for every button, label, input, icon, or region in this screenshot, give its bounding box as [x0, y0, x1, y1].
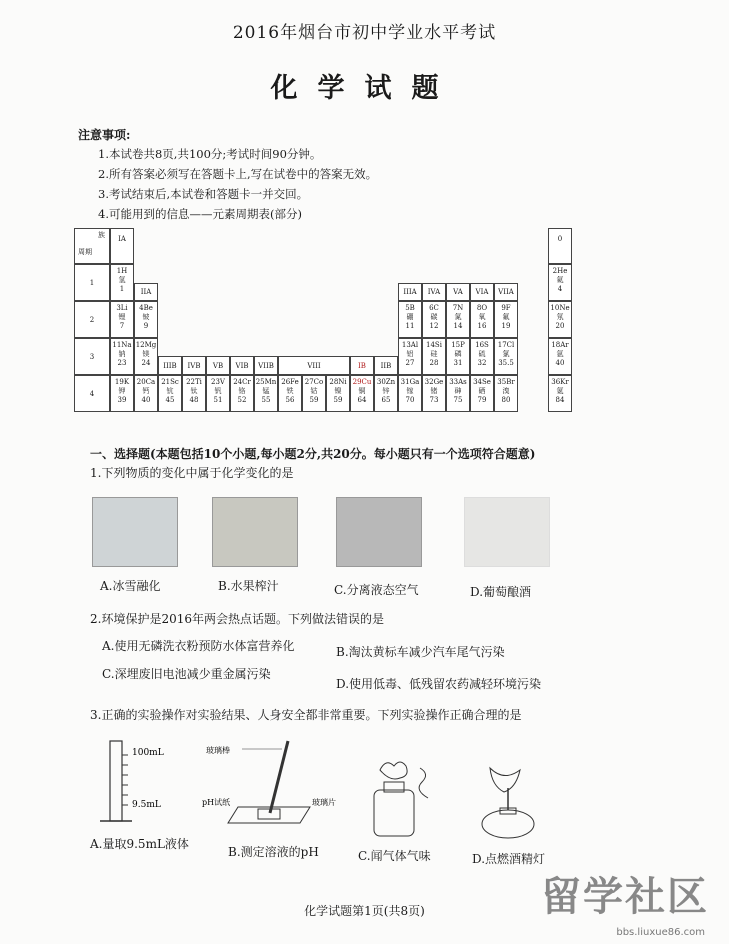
element-cell [254, 375, 278, 412]
element-cell [446, 375, 470, 412]
group-header-IA: IA [110, 228, 134, 264]
element-num: 19K [114, 378, 130, 386]
element-mass: 80 [501, 396, 511, 404]
element-cell [158, 375, 182, 412]
element-mass: 48 [189, 396, 199, 404]
element-num: 23V [211, 378, 225, 386]
element-cell [350, 375, 374, 412]
corner-period-label: 周期 [78, 248, 92, 256]
element-num: 17Cl [497, 341, 515, 349]
element-name: 铜 [358, 387, 366, 395]
note-2: 2.所有答案必须写在答题卡上,写在试卷中的答案无效。 [98, 167, 378, 181]
element-mass: 31 [453, 359, 463, 367]
element-cell [548, 375, 572, 412]
element-mass: 75 [453, 396, 463, 404]
element-name: 硅 [430, 350, 438, 358]
element-cell [446, 301, 470, 338]
element-mass: 20 [555, 322, 565, 330]
element-num: 31Ga [400, 378, 420, 386]
element-name: 钪 [166, 387, 174, 395]
element-num: 24Cr [233, 378, 251, 386]
element-num: 2He [552, 267, 568, 275]
element-name: 氯 [502, 350, 510, 358]
element-mass: 23 [117, 359, 127, 367]
q3-option-b: B.测定溶液的pH [228, 845, 319, 859]
element-num: 18Ar [551, 341, 569, 349]
element-cell [470, 338, 494, 375]
element-mass: 28 [429, 359, 439, 367]
element-num: 7N [452, 304, 464, 312]
exam-title: 2016年烟台市初中学业水平考试 [232, 23, 497, 43]
element-cell [134, 301, 158, 338]
element-num: 34Se [473, 378, 491, 386]
element-name: 磷 [454, 350, 462, 358]
element-mass: 51 [213, 396, 223, 404]
element-name: 氖 [556, 313, 564, 321]
group-header-VIIB: VIIB [254, 356, 278, 375]
element-cell [422, 375, 446, 412]
element-cell [134, 375, 158, 412]
element-mass: 7 [119, 322, 125, 330]
element-num: 30Zn [376, 378, 396, 386]
q1-option-d: D.葡萄酿酒 [470, 585, 532, 599]
element-cell [470, 375, 494, 412]
element-num: 35Br [497, 378, 515, 386]
element-name: 铁 [286, 387, 294, 395]
element-mass: 59 [309, 396, 319, 404]
element-name: 铬 [238, 387, 246, 395]
element-cell [134, 338, 158, 375]
group-header-VIIA: VIIA [494, 283, 518, 301]
element-num: 21Sc [161, 378, 179, 386]
element-num: 33As [449, 378, 467, 386]
element-num: 28Ni [329, 378, 347, 386]
corner-group-label: 族 [98, 231, 105, 239]
element-mass: 39 [117, 396, 127, 404]
element-name: 钙 [142, 387, 150, 395]
q1-image-a-ice [92, 497, 178, 567]
element-mass: 40 [555, 359, 565, 367]
section-heading: 一、选择题(本题包括10个小题,每小题2分,共20分。每小题只有一个选项符合题意) [90, 447, 536, 461]
element-cell [302, 375, 326, 412]
element-cell [110, 338, 134, 375]
element-name: 溴 [502, 387, 510, 395]
element-name: 氩 [556, 350, 564, 358]
element-mass: 12 [429, 322, 439, 330]
element-name: 钴 [310, 387, 318, 395]
element-cell [446, 338, 470, 375]
element-mass: 55 [261, 396, 271, 404]
element-name: 硼 [406, 313, 414, 321]
element-num: 6C [429, 304, 439, 312]
q1-stem: 1.下列物质的变化中属于化学变化的是 [90, 466, 294, 480]
element-mass: 27 [405, 359, 415, 367]
element-cell [422, 338, 446, 375]
element-mass: 70 [405, 396, 415, 404]
group-header-IIB: IIB [374, 356, 398, 375]
element-mass: 11 [405, 322, 415, 330]
element-cell [422, 301, 446, 338]
element-name: 氧 [478, 313, 486, 321]
element-num: 15P [451, 341, 465, 349]
element-mass: 32 [477, 359, 487, 367]
note-4: 4.可能用到的信息——元素周期表(部分) [98, 207, 302, 221]
element-mass: 52 [237, 396, 247, 404]
element-num: 32Ge [424, 378, 444, 386]
element-num: 20Ca [136, 378, 156, 386]
label-9-5ml: 9.5mL [132, 800, 161, 810]
group-header-IVA: IVA [422, 283, 446, 301]
periodic-table [74, 228, 574, 412]
element-name: 钠 [118, 350, 126, 358]
element-mass: 73 [429, 396, 439, 404]
element-name: 氦 [556, 276, 564, 284]
group-header-IIIA: IIIA [398, 283, 422, 301]
element-name: 锰 [262, 387, 270, 395]
element-num: 9F [501, 304, 511, 312]
element-num: 11Na [112, 341, 132, 349]
element-cell [470, 301, 494, 338]
element-name: 锂 [118, 313, 126, 321]
element-cell [110, 264, 134, 301]
element-mass: 59 [333, 396, 343, 404]
element-name: 砷 [454, 387, 462, 395]
group-header-IVB: IVB [182, 356, 206, 375]
element-name: 氢 [118, 276, 126, 284]
element-cell [326, 375, 350, 412]
element-name: 氪 [556, 387, 564, 395]
q1-option-a: A.冰雪融化 [100, 579, 161, 593]
element-num: 8O [476, 304, 488, 312]
element-mass: 1 [119, 285, 125, 293]
notes-heading: 注意事项: [78, 128, 131, 142]
note-1: 1.本试卷共8页,共100分;考试时间90分钟。 [98, 147, 322, 161]
watermark-url: bbs.liuxue86.com [616, 927, 705, 938]
group-header-VIII: VIII [278, 356, 350, 375]
q1-image-c-air [336, 497, 422, 567]
period-1: 1 [74, 264, 110, 301]
element-cell [548, 338, 572, 375]
element-mass: 84 [555, 396, 565, 404]
element-num: 4Be [139, 304, 153, 312]
element-cell [398, 338, 422, 375]
element-mass: 79 [477, 396, 487, 404]
group-header-VB: VB [206, 356, 230, 375]
element-mass: 56 [285, 396, 295, 404]
element-num: 12Mg [135, 341, 157, 349]
group-header-VA: VA [446, 283, 470, 301]
group-header-VIB: VIB [230, 356, 254, 375]
q2-option-d: D.使用低毒、低残留农药减轻环境污染 [336, 677, 542, 691]
element-num: 36Kr [551, 378, 569, 386]
label-glass-rod: 玻璃棒 [206, 746, 230, 755]
element-cell [548, 301, 572, 338]
element-name: 镍 [334, 387, 342, 395]
q1-image-b-juice [212, 497, 298, 567]
element-mass: 14 [453, 322, 463, 330]
element-num: 14Si [426, 341, 442, 349]
element-mass: 40 [141, 396, 151, 404]
element-cell [110, 301, 134, 338]
note-3: 3.考试结束后,本试卷和答题卡一并交回。 [98, 187, 309, 201]
element-mass: 9 [143, 322, 149, 330]
label-glass-plate: 玻璃片 [312, 798, 336, 807]
element-cell [206, 375, 230, 412]
q3-stem: 3.正确的实验操作对实验结果、人身安全都非常重要。下列实验操作正确合理的是 [90, 708, 522, 722]
element-name: 硒 [478, 387, 486, 395]
element-num: 27Co [304, 378, 324, 386]
element-cell [494, 301, 518, 338]
element-name: 铝 [406, 350, 414, 358]
q1-option-c: C.分离液态空气 [334, 583, 419, 597]
element-name: 钒 [214, 387, 222, 395]
label-ph-paper: pH试纸 [202, 798, 231, 807]
q2-stem: 2.环境保护是2016年两会热点话题。下列做法错误的是 [90, 612, 384, 626]
group-header-IIIB: IIIB [158, 356, 182, 375]
element-mass: 64 [357, 396, 367, 404]
q3-figure-b-ph-test [200, 735, 336, 827]
group-header-0: 0 [548, 228, 572, 264]
element-name: 钛 [190, 387, 198, 395]
element-name: 锗 [430, 387, 438, 395]
q1-option-b: B.水果榨汁 [218, 579, 279, 593]
element-cell [278, 375, 302, 412]
element-mass: 45 [165, 396, 175, 404]
period-3: 3 [74, 338, 110, 375]
element-mass: 4 [557, 285, 563, 293]
q1-image-d-wine [464, 497, 550, 567]
period-4: 4 [74, 375, 110, 412]
watermark-logo: 留学社区 [541, 874, 709, 920]
table-corner [74, 228, 110, 264]
element-mass: 19 [501, 322, 511, 330]
element-num: 29Cu [352, 378, 372, 386]
q2-option-c: C.深埋废旧电池减少重金属污染 [102, 667, 271, 681]
element-name: 氟 [502, 313, 510, 321]
element-name: 碳 [430, 313, 438, 321]
element-cell [182, 375, 206, 412]
element-num: 26Fe [281, 378, 299, 386]
element-num: 5B [405, 304, 415, 312]
element-name: 氮 [454, 313, 462, 321]
element-cell [230, 375, 254, 412]
element-num: 13Al [401, 341, 419, 349]
element-mass: 65 [381, 396, 391, 404]
q3-option-a: A.量取9.5mL液体 [90, 837, 189, 851]
q2-option-b: B.淘汰黄标车减少汽车尾气污染 [336, 645, 505, 659]
group-header-IB: IB [350, 356, 374, 375]
label-100ml: 100mL [132, 748, 164, 758]
q3-figure-d-alcohol-lamp [470, 758, 560, 842]
q3-option-c: C.闻气体气味 [358, 849, 431, 863]
element-cell [398, 375, 422, 412]
element-mass: 35.5 [498, 359, 514, 367]
element-num: 1H [116, 267, 128, 275]
element-num: 22Ti [186, 378, 202, 386]
element-cell [374, 375, 398, 412]
paper-title: 化学试题 [270, 73, 459, 104]
element-name: 铍 [142, 313, 150, 321]
q2-option-a: A.使用无磷洗衣粉预防水体富营养化 [102, 639, 295, 653]
group-header-VIA: VIA [470, 283, 494, 301]
q3-figure-a-cylinder [90, 735, 210, 827]
element-name: 镓 [406, 387, 414, 395]
element-cell [494, 375, 518, 412]
element-name: 硫 [478, 350, 486, 358]
q3-option-d: D.点燃酒精灯 [472, 852, 546, 866]
element-cell [494, 338, 518, 375]
element-cell [398, 301, 422, 338]
element-mass: 16 [477, 322, 487, 330]
element-name: 锌 [382, 387, 390, 395]
element-cell [548, 264, 572, 301]
element-num: 10Ne [550, 304, 570, 312]
element-name: 钾 [118, 387, 126, 395]
page-footer: 化学试题第1页(共8页) [304, 904, 425, 918]
element-num: 16S [475, 341, 489, 349]
element-mass: 24 [141, 359, 151, 367]
element-num: 3Li [116, 304, 128, 312]
element-num: 25Mn [255, 378, 277, 386]
period-2: 2 [74, 301, 110, 338]
group-header-IIA: IIA [134, 283, 158, 301]
element-cell [110, 375, 134, 412]
element-name: 镁 [142, 350, 150, 358]
q3-figure-c-smell [360, 750, 450, 840]
